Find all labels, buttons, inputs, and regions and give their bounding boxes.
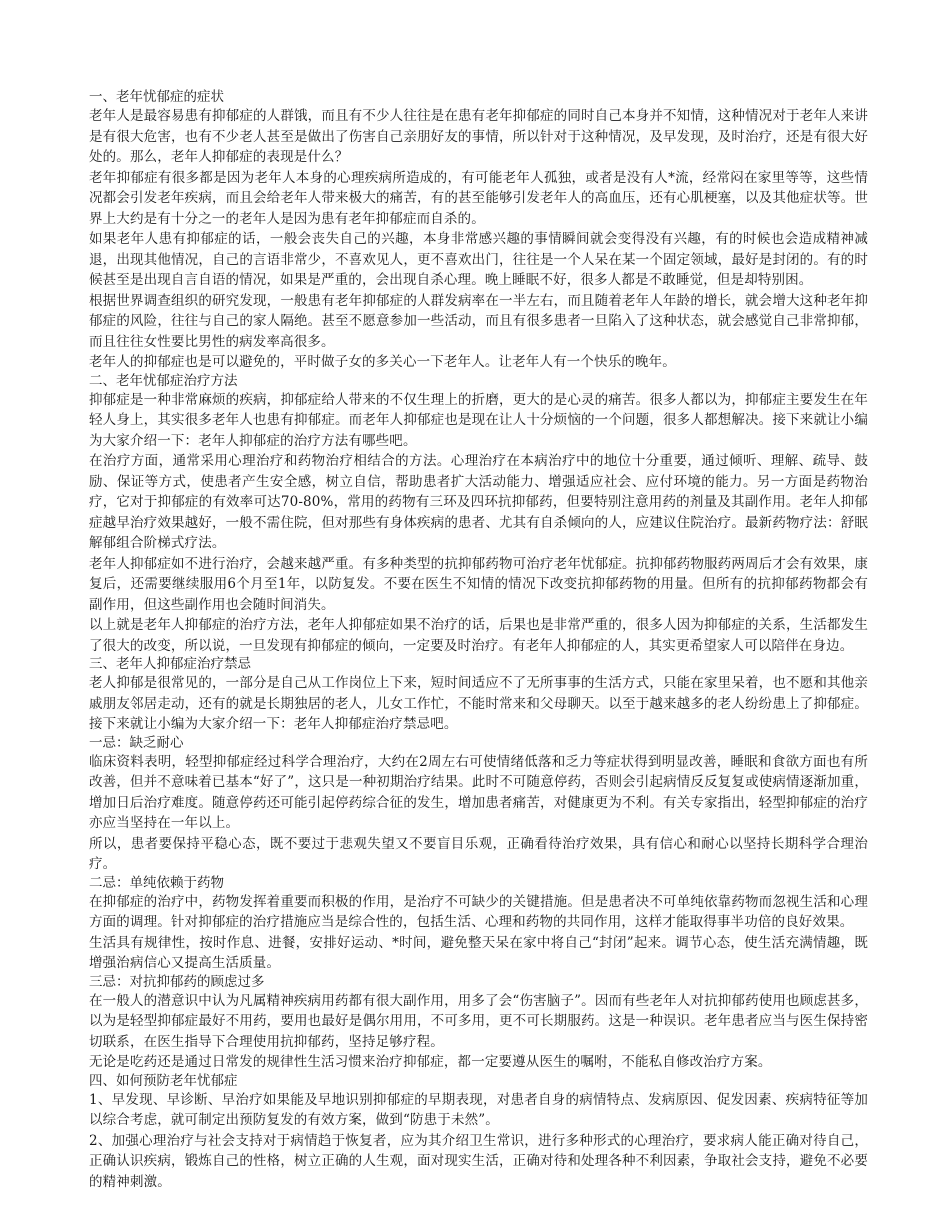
paragraph: 在一般人的潜意识中认为凡属精神疾病用药都有很大副作用，用多了会“伤害脑子”。因而有些老年人对抗抑郁药使用也顾虑甚多，以为是轻型抑郁症最好不用药，要用也最好是偶尔用用，不可多用，更不可长期服药。这是一种误识。老年患者应当与医生保持密切联系，在医生指导下合理使用抗抑郁药，坚持足够疗程。 [89,992,868,1050]
subsection-heading-drug-concerns: 三忌：对抗抑郁药的顾虑过多 [89,973,265,990]
paragraph: 以上就是老年人抑郁症的治疗方法，老年人抑郁症如果不治疗的话，后果也是非常严重的，很多人因为抑郁症的关系，生活都发生了很大的改变，所以说，一旦发现有抑郁症的倾向，一定要及时治疗。有老年人抑郁症的人，其实更希望家人可以陪伴在身边。 [89,617,868,654]
paragraph: 生活具有规律性，按时作息、进餐，安排好运动、*时间，避免整天呆在家中将自己“封闭”起来。调节心态，使生活充满情趣，既增强治病信心又提高生活质量。 [89,934,868,971]
paragraph: 2、加强心理治疗与社会支持对于病情趋于恢复者，应为其介绍卫生常识，进行多种形式的心理治疗，要求病人能正确对待自己，正确认识疾病，锻炼自己的性格，树立正确的人生观，面对现实生活，正确对待和处理各种不利因素，争取社会支持，避免不必要的精神刺激。 [89,1132,868,1190]
paragraph: 根据世界调查组织的研究发现，一般患有老年抑郁症的人群发病率在一半左右，而且随着老年人年龄的增长，就会增大这种老年抑郁症的风险，往往与自己的家人隔绝。甚至不愿意参加一些活动，而且有很多患者一旦陷入了这种状态，就会感觉自己非常抑郁，而且往往女性要比男性的病发率高很多。 [89,292,868,350]
paragraph: 老年人是最容易患有抑郁症的人群饿，而且有不少人往往是在患有老年抑郁症的同时自己本身并不知情，这种情况对于老年人来讲是有很大危害，也有不少老人甚至是做出了伤害自己亲朋好友的事情，所以针对于这种情况，及早发现，及时治疗，还是有很大好处的。那么，老年人抑郁症的表现是什么？ [89,108,868,165]
section-heading-taboos: 三、老年人抑郁症治疗禁忌 [89,656,251,672]
paragraph: 临床资料表明，轻型抑郁症经过科学合理治疗，大约在2周左右可使情绪低落和乏力等症状得到明显改善，睡眠和食欲方面也有所改善，但并不意味着已基本“好了”，这只是一种初期治疗结果。此时不可随意停药，否则会引起病情反反复复或使病情逐渐加重，增加日后治疗难度。随意停药还可能引起停药综合征的发生，增加患者痛苦，对健康更为不利。有关专家指出，轻型抑郁症的治疗亦应当坚持在一年以上。 [89,753,868,831]
paragraph: 抑郁症是一种非常麻烦的疾病，抑郁症给人带来的不仅生理上的折磨，更大的是心灵的痛苦。很多人都以为，抑郁症主要发生在年轻人身上，其实很多老年人也患有抑郁症。而老年人抑郁症也是现在让人十分烦恼的一个问题，很多人都想解决。接下来就让小编为大家介绍一下：老年人抑郁症的治疗方法有哪些吧。 [89,391,868,449]
paragraph: 老人抑郁是很常见的，一部分是自己从工作岗位上下来，短时间适应不了无所事事的生活方式，只能在家里呆着，也不愿和其他亲戚朋友邻居走动，还有的就是长期独居的老人，儿女工作忙，不能时常来和父母聊天。以至于越来越多的老人纷纷患上了抑郁症。接下来就让小编为大家介绍一下：老年人抑郁症治疗禁忌吧。 [89,675,868,732]
paragraph: 老年人抑郁症如不进行治疗，会越来越严重。有多种类型的抗抑郁药物可治疗老年忧郁症。抗抑郁药物服药两周后才会有效果，康复后，还需要继续服用6个月至1年，以防复发。不要在医生不知情的情况下改变抗抑郁药物的用量。但所有的抗抑郁药物都会有副作用，但这些副作用也会随时间消失。 [89,555,868,613]
paragraph: 老年人的抑郁症也是可以避免的，平时做子女的多关心一下老年人。让老年人有一个快乐的晚年。 [89,354,676,370]
section-heading-prevention: 四、如何预防老年忧郁症 [89,1072,238,1089]
paragraph: 无论是吃药还是通过日常发的规律性生活习惯来治疗抑郁症，都一定要遵从医生的嘱咐，不能私自修改治疗方案。 [89,1054,772,1070]
paragraph: 在治疗方面，通常采用心理治疗和药物治疗相结合的方法。心理治疗在本病治疗中的地位十分重要，通过倾听、理解、疏导、鼓励、保证等方式，使患者产生安全感，树立自信，帮助患者扩大活动能力、增强适应社会、应付环境的能力。另一方面是药物治疗，它对于抑郁症的有效率可达70-80%，常用的药物有三环及四环抗抑郁药，但要特别注意用药的剂量及其副作用。老年人抑郁症越早治疗效果越好，一般不需住院，但对那些有身体疾病的患者、尤其有自杀倾向的人，应建议住院治疗。最新药物疗法：舒眠解郁组合阶梯式疗法。 [89,453,868,551]
subsection-heading-patience: 一忌：缺乏耐心 [89,734,184,751]
section-heading-symptoms: 一、老年忧郁症的症状 [89,89,224,105]
paragraph: 所以，患者要保持平稳心态，既不要过于悲观失望又不要盲目乐观，正确看待治疗效果，具有信心和耐心以坚持长期科学合理治疗。 [89,835,868,872]
subsection-heading-drug-reliance: 二忌：单纯依赖于药物 [89,874,224,891]
paragraph: 1、早发现、早诊断、早治疗如果能及早地识别抑郁症的早期表现，对患者自身的病情特点、发病原因、促发因素、疾病特征等加以综合考虑，就可制定出预防复发的有效方案，做到“防患于未然”。 [89,1091,868,1128]
paragraph: 如果老年人患有抑郁症的话，一般会丧失自己的兴趣，本身非常感兴趣的事情瞬间就会变得没有兴趣，有的时候也会造成精神减退，出现其他情况，自己的言语非常少，不喜欢见人，更不喜欢出门，往往是一个人呆在某一个固定领域，最好是封闭的。有的时候甚至是出现自言自语的情况，如果是严重的，会出现自杀心理。晚上睡眠不好，很多人都是不敢睡觉，但是却特别困。 [89,231,868,288]
paragraph: 在抑郁症的治疗中，药物发挥着重要而积极的作用，是治疗不可缺少的关键措施。但是患者决不可单纯依靠药物而忽视生活和心理方面的调理。针对抑郁症的治疗措施应当是综合性的，包括生活、心理和药物的共同作用，这样才能取得事半功倍的良好效果。 [89,893,868,930]
paragraph: 老年抑郁症有很多都是因为老年人本身的心理疾病所造成的，有可能老年人孤独，或者是没有人*流，经常闷在家里等等，这些情况都会引发老年疾病，而且会给老年人带来极大的痛苦，有的甚至能够引发老年人的高血压，还有心肌梗塞，以及其他症状等。世界上大约是有十分之一的老年人是因为患有老年抑郁症而自杀的。 [89,169,868,227]
section-heading-treatment: 二、老年忧郁症治疗方法 [89,372,238,389]
